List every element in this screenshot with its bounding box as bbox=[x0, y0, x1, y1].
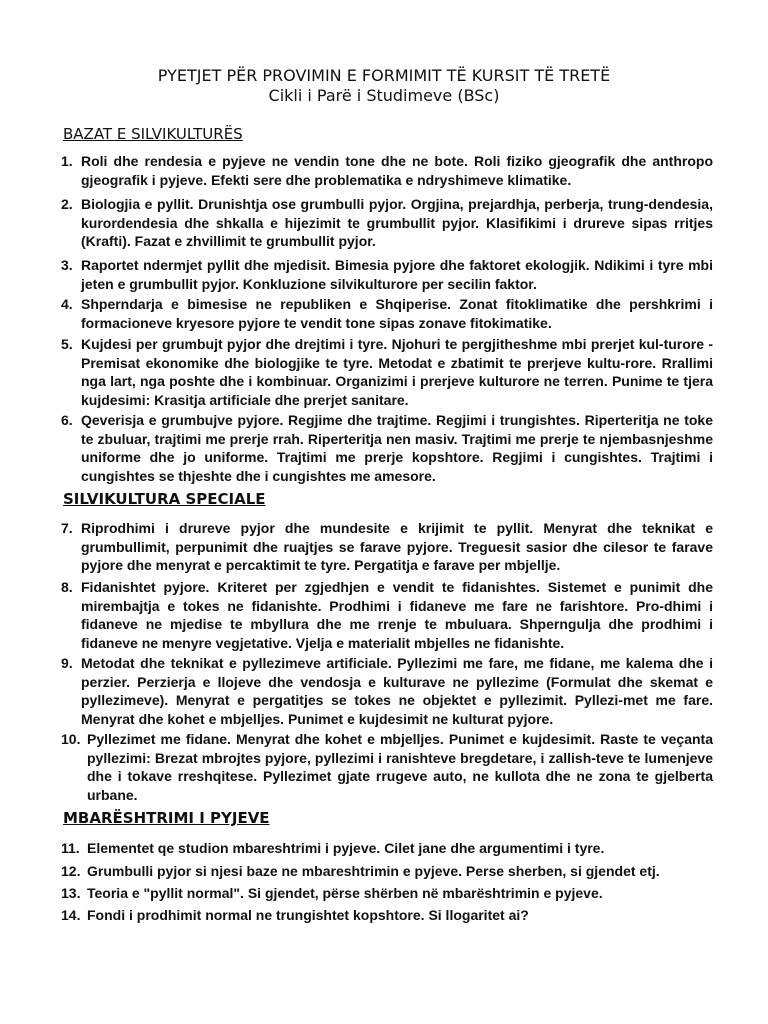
question-text: Qeverisja e grumbujve pyjore. Regjime dhe trajtime. Regjimi i trungishtes. Riperteritja ne toke te zbuluar, trajtimi me prerje rrah. Riperteritja nen masiv. Trajtimi me prerje te njembasnjeshme uniforme dhe jo uniforme. Trajtimi me prerje kopshtore. Regjimi i cungishtes. Trajtimi i cungishtes se thjeshte dhe i cungishtes me amesore. bbox=[81, 412, 713, 485]
question-number: 9. bbox=[61, 655, 73, 671]
question-item bbox=[61, 884, 713, 903]
question-item bbox=[61, 839, 713, 858]
question-item bbox=[61, 256, 713, 293]
question-text: Metodat dhe teknikat e pyllezimeve artificiale. Pyllezimi me fare, me fidane, me kalema dhe i perzier. Perzierja e llojeve dhe vendosja e kulturave ne pyllezime (Formulat dhe skemat e pyllezimeve). Menyrat e pergatitjes se tokes ne objektet e pyllezimit. Pyllezi-met me fare. Menyrat dhe kohet e mbjelljes. Punimet e kujdesimit ne kulturat pyjore. bbox=[81, 655, 713, 728]
question-text: Fondi i prodhimit normal ne trungishtet kopshtore. Si llogaritet ai? bbox=[87, 907, 529, 923]
question-text: Fidanishtet pyjore. Kriteret per zgjedhjen e vendit te fidanishtes. Sistemet e punimit dhe mirembajtja e tokes ne fidanishte. Prodhimi i fidaneve me fare ne farishtore. Pro-dhimi i fidaneve ne mjedise te mbyllura dhe me rrenje te mbuluara. Shperngulja dhe prodhimi i fidaneve ne menyre vegjetative. Vjelja e materialit mbjelles ne fidanishte. bbox=[81, 579, 713, 652]
question-number: 6. bbox=[61, 412, 73, 428]
question-text: Biologjia e pyllit. Drunishtja ose grumbulli pyjor. Orgjina, prejardhja, perberja, trung-dendesia, kurordendesia dhe shkalla e hijezimit te grumbullit pyjor. Klasifikimi i drureve sipas rritjes (Krafti). Fazat e zhvillimit te grumbullit pyjor. bbox=[81, 196, 713, 250]
question-number: 5. bbox=[61, 336, 73, 352]
question-item bbox=[61, 335, 713, 410]
question-number: 7. bbox=[61, 520, 73, 536]
question-text: Raportet ndermjet pyllit dhe mjedisit. Bimesia pyjore dhe faktoret ekologjik. Ndikimi i tyre mbi jeten e grumbullit pyjor. Konkluzione silvikulturore per secilin faktor. bbox=[81, 257, 713, 292]
question-number: 13. bbox=[61, 885, 81, 901]
question-number: 3. bbox=[61, 257, 73, 273]
question-text: Riprodhimi i drureve pyjor dhe mundesite e krijimit te pyllit. Menyrat dhe teknikat e grumbullimit, perpunimit dhe ruajtjes se farave pyjore. Treguesit sasior dhe cilesor te farave pyjore dhe menyrat e percaktimit te tyre. Pergatitja e farave per mbjellje. bbox=[81, 520, 713, 574]
question-item bbox=[61, 195, 713, 251]
document-title: PYETJET PËR PROVIMIN E FORMIMIT TË KURSIT TË TRETË bbox=[157, 66, 611, 85]
question-item bbox=[61, 906, 713, 925]
question-number: 10. bbox=[61, 731, 81, 747]
question-number: 11. bbox=[61, 840, 80, 856]
question-item bbox=[61, 654, 713, 729]
question-number: 8. bbox=[61, 579, 73, 595]
question-text: Kujdesi per grumbujt pyjor dhe drejtimi i tyre. Njohuri te pergjitheshme mbi prerjet kul-turore - Premisat ekonomike dhe biologjike te tyre. Metodat e zbatimit te prerjeve kultu-rore. Rrallimi nga lart, nga poshte dhe i kombinuar. Organizimi i prerjeve kulturore ne terren. Punime te tjera kujdesimi: Krasitja artificiale dhe prerjet sanitare. bbox=[81, 336, 713, 409]
question-text: Roli dhe rendesia e pyjeve ne vendin tone dhe ne bote. Roli fiziko gjeografik dhe anthropo gjeografik i pyjeve. Efekti sere dhe problematika e ndryshimeve klimatike. bbox=[81, 153, 713, 188]
question-item bbox=[61, 519, 713, 575]
question-text: Teoria e "pyllit normal". Si gjendet, përse shërben në mbarështrimin e pyjeve. bbox=[87, 885, 603, 901]
question-item bbox=[61, 411, 713, 486]
question-item bbox=[61, 730, 713, 805]
question-item bbox=[61, 295, 713, 332]
section-heading-mbareshtrimi: MBARЁSHTRIMI I PYJEVE bbox=[63, 809, 270, 827]
question-number: 4. bbox=[61, 296, 73, 312]
section-heading-bazat: BAZAT E SILVIKULTURËS bbox=[63, 125, 243, 143]
question-number: 12. bbox=[61, 863, 81, 879]
question-item bbox=[61, 862, 713, 881]
question-item bbox=[61, 578, 713, 653]
question-text: Shperndarja e bimesise ne republiken e Shqiperise. Zonat fitoklimatike dhe pershkrimi i formacioneve kryesore pyjore te vendit tone sipas zonave fitokimatike. bbox=[81, 296, 713, 331]
question-number: 2. bbox=[61, 196, 73, 212]
question-number: 1. bbox=[61, 153, 73, 169]
question-item bbox=[61, 152, 713, 189]
question-number: 14. bbox=[61, 907, 81, 923]
question-text: Pyllezimet me fidane. Menyrat dhe kohet e mbjelljes. Punimet e kujdesimit. Raste te veçanta pyllezimi: Brezat mbrojtes pyjore, pyllezimi i ranishteve bregdetare, i zallish-teve te lumenjeve dhe i tokave rreshqitese. Pyllezimet gjate rrugeve auto, ne kullota dhe ne zona te gjelberta urbane. bbox=[87, 731, 713, 804]
document-subtitle: Cikli i Parë i Studimeve (BSc) bbox=[268, 86, 500, 105]
question-text: Elementet qe studion mbareshtrimi i pyjeve. Cilet jane dhe argumentimi i tyre. bbox=[87, 840, 605, 856]
section-heading-speciale: SILVIKULTURA SPECIALE bbox=[63, 490, 266, 508]
question-text: Grumbulli pyjor si njesi baze ne mbareshtrimin e pyjeve. Perse sherben, si gjendet etj. bbox=[87, 863, 660, 879]
